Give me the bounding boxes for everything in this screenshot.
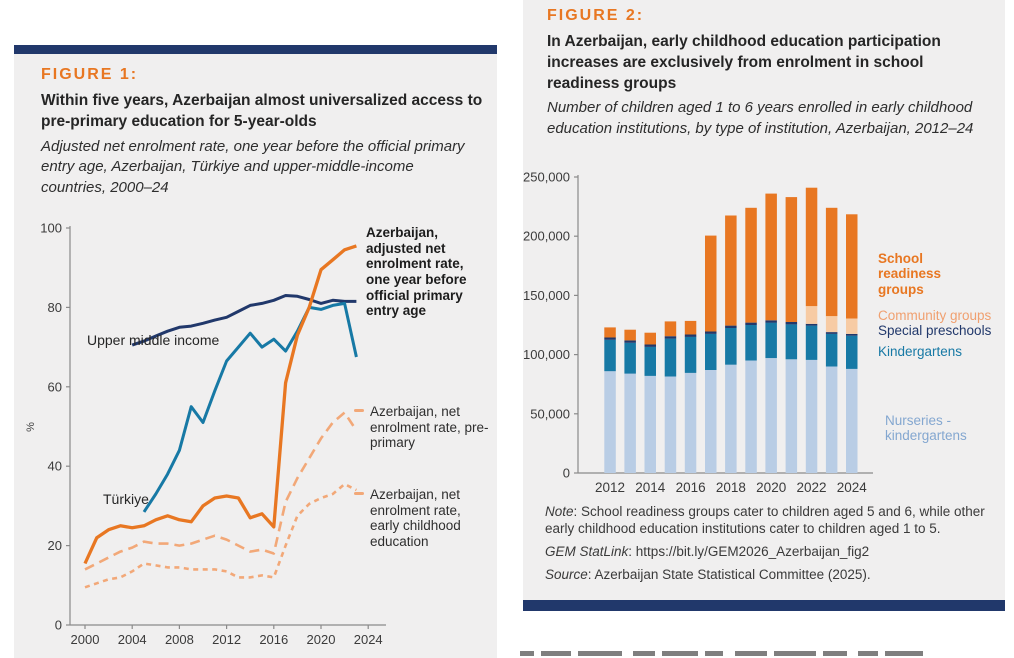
svg-text:2018: 2018 [715, 480, 746, 495]
svg-text:2022: 2022 [796, 480, 827, 495]
annotation-upper-middle-income: Upper middle income [87, 332, 220, 348]
svg-text:2016: 2016 [259, 632, 289, 647]
figure2-note-line: Note: School readiness groups cater to children aged 5 and 6, while other early childhood education institutions cater to children aged 1 to 5. [545, 504, 985, 536]
svg-text:2012: 2012 [594, 480, 626, 495]
figure1-legend-label: Azerbaijan, net enrolment rate, pre-primary [370, 404, 489, 451]
svg-text:0: 0 [562, 465, 570, 481]
note-text: School readiness groups cater to children aged 5 and 6, while other early childhood education institutions cater to children aged 1 to 5. [545, 504, 985, 536]
figure2-bottom-accent-bar [523, 600, 1005, 611]
figure2-statlink-line: GEM StatLink: https://bit.ly/GEM2026_Azerbaijan_fig2 [545, 544, 870, 559]
svg-text:250,000: 250,000 [523, 169, 570, 185]
svg-text:50,000: 50,000 [530, 406, 570, 422]
svg-text:200,000: 200,000 [523, 228, 570, 244]
figure1-y-axis-unit-label: % [24, 422, 37, 432]
figure1-label: FIGURE 1: [41, 66, 139, 83]
svg-text:2008: 2008 [164, 632, 194, 647]
svg-text:2020: 2020 [756, 480, 787, 495]
figure2-subtitle: Number of children aged 1 to 6 years enrolled in early childhood education institutions, by type of institution, Azerbaijan, 2012–24 [547, 99, 974, 137]
svg-text:2014: 2014 [635, 480, 666, 495]
figure1-legend-label: Azerbaijan, net enrolment rate, early childhood education [370, 487, 461, 549]
figure2-source-line: Source: Azerbaijan State Statistical Committee (2025). [545, 567, 871, 582]
svg-text:150,000: 150,000 [523, 287, 570, 303]
statlink-label: GEM StatLink [545, 544, 629, 559]
figure1-title: Within five years, Azerbaijan almost universalized access to pre-primary education for 5-year-olds [41, 92, 483, 130]
dash-marker-icon [354, 409, 364, 412]
svg-text:2024: 2024 [353, 632, 383, 647]
figure2-label: FIGURE 2: [547, 7, 645, 24]
svg-text:2000: 2000 [70, 632, 100, 647]
source-text: Azerbaijan State Statistical Committee (2025). [594, 567, 871, 582]
figure2-panel [523, 0, 1005, 611]
figure2-notes-block [545, 503, 990, 589]
figure2-legend-school-readiness-groups: School readiness groups [878, 251, 942, 297]
svg-text:80: 80 [47, 299, 62, 315]
figure1-subtitle: Adjusted net enrolment rate, one year before the official primary entry age, Azerbaijan, Türkiye and upper-middle-income countries, 2000–24 [41, 137, 465, 196]
figure2-legend-special-preschools: Special preschools [878, 323, 992, 338]
figure1-legend-azerbaijan-adjusted-ner: Azerbaijan, adjusted net enrolment rate, one year before official primary entry age [366, 225, 467, 319]
figure2-title: In Azerbaijan, early childhood education participation increases are exclusively from enrolment in school readiness groups [547, 33, 941, 92]
svg-text:100,000: 100,000 [523, 347, 570, 363]
svg-text:2004: 2004 [117, 632, 147, 647]
source-label: Source [545, 567, 588, 582]
svg-text:2012: 2012 [212, 632, 242, 647]
svg-text:40: 40 [47, 458, 62, 474]
svg-text:20: 20 [47, 538, 62, 554]
svg-text:0: 0 [54, 617, 62, 633]
annotation-turkiye: Türkiye [103, 491, 149, 507]
svg-text:2020: 2020 [306, 632, 336, 647]
svg-text:60: 60 [47, 379, 62, 395]
statlink-url[interactable]: https://bit.ly/GEM2026_Azerbaijan_fig2 [635, 544, 870, 559]
cropped-body-text-fragment [520, 651, 960, 656]
svg-text:2016: 2016 [675, 480, 706, 495]
figure1-panel [14, 45, 497, 658]
note-label: Note [545, 504, 574, 519]
figure2-stacked-bar-chart [523, 169, 888, 500]
svg-text:100: 100 [40, 220, 62, 236]
figure1-legend-azerbaijan-ner-early-childhood [354, 487, 490, 550]
svg-text:2024: 2024 [836, 480, 867, 495]
dash-marker-icon [354, 492, 364, 495]
figure2-legend-kindergartens: Kindergartens [878, 344, 963, 359]
figure1-legend-azerbaijan-ner-pre-primary [354, 404, 490, 451]
figure2-legend-community-groups: Community groups [878, 308, 992, 323]
figure2-legend-nurseries-kindergartens: Nurseries -kindergartens [885, 413, 967, 444]
